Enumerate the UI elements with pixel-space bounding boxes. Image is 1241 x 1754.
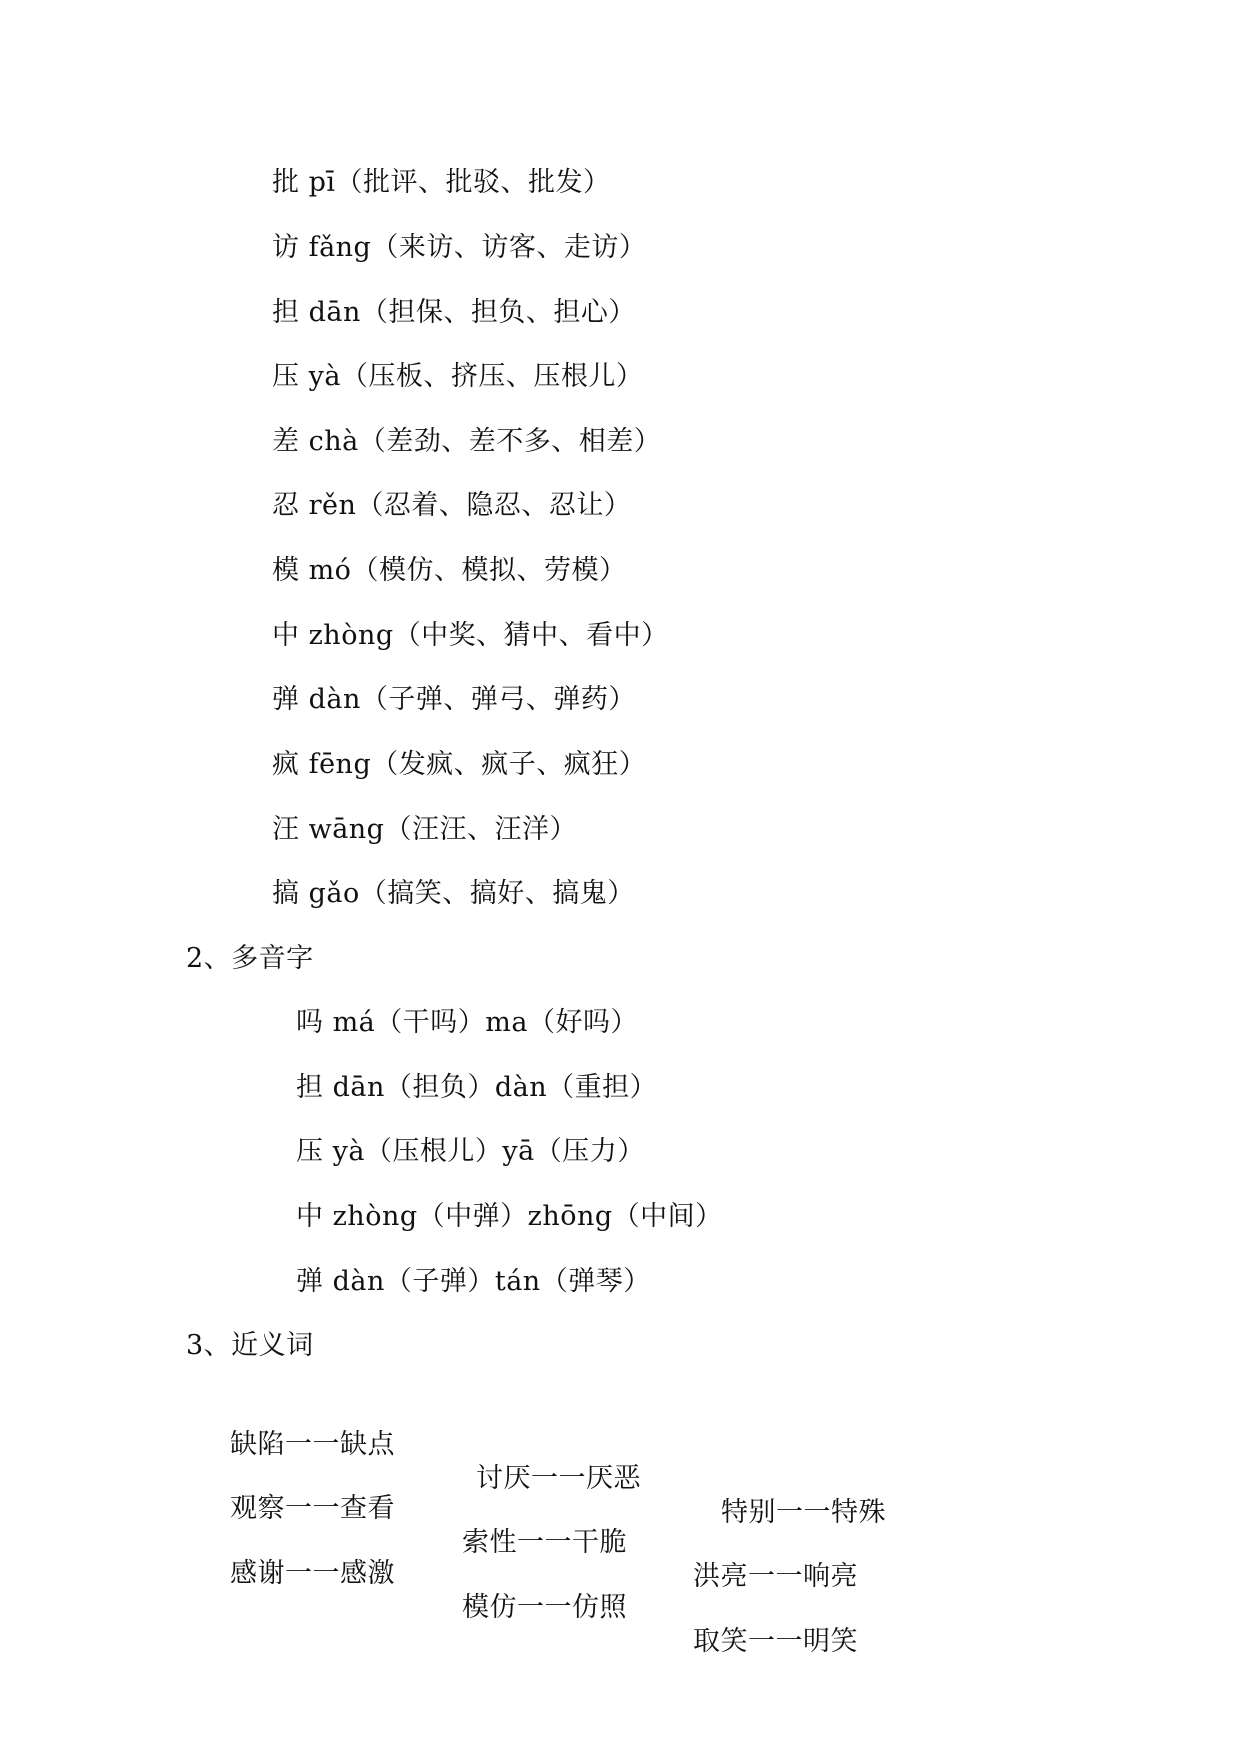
polyphonic-item: 弹 dàn（子弹）tán（弹琴） <box>296 1266 651 1297</box>
polyphonic-item: 担 dān（担负）dàn（重担） <box>296 1072 658 1103</box>
synonym-pair: 缺陷一一缺点 <box>230 1429 395 1460</box>
pinyin-item: 差 chà（差劲、差不多、相差） <box>272 426 662 457</box>
pinyin-item: 模 mó（模仿、模拟、劳模） <box>272 555 627 586</box>
synonym-pair: 观察一一查看 <box>230 1493 395 1524</box>
pinyin-item: 中 zhòng（中奖、猜中、看中） <box>272 620 669 651</box>
pinyin-item: 忍 rěn（忍着、隐忍、忍让） <box>272 490 632 521</box>
polyphonic-item: 吗 má（干吗）ma（好吗） <box>296 1007 638 1038</box>
synonym-pair: 取笑一一明笑 <box>693 1626 858 1657</box>
pinyin-item: 压 yà（压板、挤压、压根儿） <box>272 361 644 392</box>
polyphonic-item: 中 zhòng（中弹）zhōng（中间） <box>296 1201 723 1232</box>
pinyin-item: 弹 dàn（子弹、弹弓、弹药） <box>272 684 636 715</box>
synonym-pair: 讨厌一一厌恶 <box>476 1463 641 1494</box>
synonym-pair: 模仿一一仿照 <box>462 1592 627 1623</box>
section-heading-synonyms: 3、近义词 <box>186 1330 314 1361</box>
synonym-pair: 索性一一干脆 <box>462 1527 627 1558</box>
pinyin-item: 访 fǎng（来访、访客、走访） <box>272 232 647 263</box>
synonym-pair: 感谢一一感激 <box>230 1558 395 1589</box>
section-heading-polyphonic: 2、多音字 <box>186 943 314 974</box>
pinyin-item: 批 pī（批评、批驳、批发） <box>272 167 611 198</box>
pinyin-item: 汪 wāng（汪汪、汪洋） <box>272 814 577 845</box>
pinyin-item: 担 dān（担保、担负、担心） <box>272 297 636 328</box>
synonym-pair: 洪亮一一响亮 <box>693 1561 858 1592</box>
synonym-pair: 特别一一特殊 <box>721 1497 886 1528</box>
polyphonic-item: 压 yà（压根儿）yā（压力） <box>296 1136 645 1167</box>
pinyin-item: 疯 fēng（发疯、疯子、疯狂） <box>272 749 647 780</box>
pinyin-item: 搞 gǎo（搞笑、搞好、搞鬼） <box>272 878 635 909</box>
